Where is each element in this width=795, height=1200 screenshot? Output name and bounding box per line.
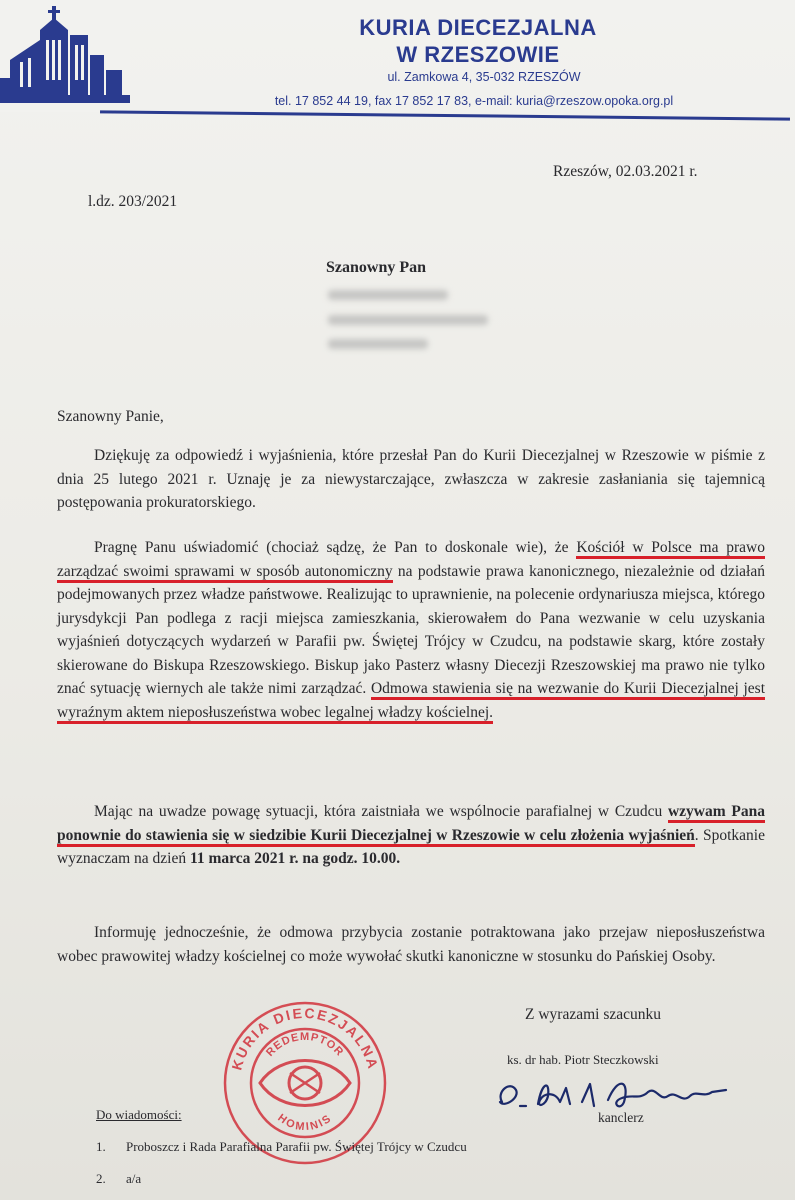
reference-number: l.dz. 203/2021 [88,193,178,210]
paragraph-2-text-b: na podstawie prawa kanonicznego, niezależnie od działań podejmowanych przez władze państwowe. Realizując to uprawnienie, na polecenie ordynariusza miejsca, którego jurysdykcji Pan podlega z racji miejsca zamieszkania, skierowałem do Pana wezwanie w celu uzyskania wyjaśnień dotyczących wydarzeń w Parafii pw. Świętej Trójcy w Czudcu, na podstawie skarg, które zostały skierowane do Biskupa Rzeszowskiego. Biskup jako Pasterz własny Diecezji Rzeszowskiej ma prawo nie tylko znać sytuację wiernych ale także nimi zarządzać. [57,562,765,697]
cc-item-number: 2. [96,1171,106,1186]
closing: Z wyrazami szacunku [525,1006,661,1023]
cc-heading: Do wiadomości: [96,1107,182,1122]
paragraph-3-text-a: Mając na uwadze powagę sytuacji, która zaistniała we wspólnocie parafialnej w Czudcu [94,803,668,820]
redacted-address-line [328,339,428,349]
letterhead-title [298,14,658,68]
cc-item-text: a/a [126,1171,142,1186]
paragraph-3-text-b: . Spotkanie wyznaczam na dzień [57,826,765,867]
addressee: Szanowny Pan [326,259,427,276]
cc-item [96,1167,141,1191]
letterhead-address: ul. Zamkowa 4, 35-032 RZESZÓW [387,70,581,84]
cc-item [96,1135,467,1159]
redacted-address-line [328,290,448,300]
highlight-summons: wzywam Pana ponownie do stawienia się w siedzibie Kurii Diecezjalnej w Rzeszowie w celu złożenia wyjaśnień [57,803,765,847]
cc-item-text: Proboszcz i Rada Parafialna Parafii pw. Świętej Trójcy w Czudcu [126,1139,467,1154]
paragraph-2-text-a: Pragnę Panu uświadomić (chociaż sądzę, że Pan to doskonale wie), że [94,539,577,556]
stamp-inner-bottom-text: HOMINIS [275,1111,335,1134]
redacted-address-line [328,315,488,325]
paragraph-4: Informuję jednocześnie, że odmowa przybycia zostanie potraktowana jako przejaw nieposłuszeństwa wobec prawowitej władzy kościelnej co może wywołać skutki kanoniczne w stosunku do Pańskiej Osoby. [57,924,765,965]
salutation: Szanowny Panie, [57,408,164,425]
stamp-inner-top-text: REDEMPTOR [263,1030,347,1059]
letterhead-title-line2: W RZESZOWIE [396,42,560,67]
letterhead-divider [100,110,790,120]
highlight-disobedience: Odmowa stawienia się na wezwanie do Kurii Diecezjalnej jest wyraźnym aktem nieposłuszeństwa wobec legalnej władzy kościelnej. [57,680,765,724]
signer-role: kanclerz [598,1110,644,1125]
cathedral-logo-icon [0,0,130,112]
paragraph-2 [57,536,765,724]
letterhead-title-line1: KURIA DIECEZJALNA [359,15,597,40]
stamp-outer-text: KURIA DIECEZJALNA [228,1004,382,1072]
signer-name: ks. dr hab. Piotr Steczkowski [507,1052,659,1067]
paragraph-1: Dziękuję za odpowiedź i wyjaśnienia, które przesłał Pan do Kurii Diecezjalnej w Rzeszowie w piśmie z dnia 25 lutego 2021 r. Uznaję je za niewystarczające, zwłaszcza w zakresie zasłaniania się tajemnicą postępowania prokuratorskiego. [57,447,765,511]
cc-item-number: 1. [96,1139,106,1154]
highlight-autonomy: Kościół w Polsce ma prawo zarządzać swoimi sprawami w sposób autonomiczny [57,539,765,583]
paragraph-3 [57,800,765,871]
letterhead-contact: tel. 17 852 44 19, fax 17 852 17 83, e-mail: kuria@rzeszow.opoka.org.pl [274,94,674,108]
letter-date: Rzeszów, 02.03.2021 r. [553,163,698,180]
meeting-date: 11 marca 2021 r. na godz. 10.00. [189,850,401,867]
